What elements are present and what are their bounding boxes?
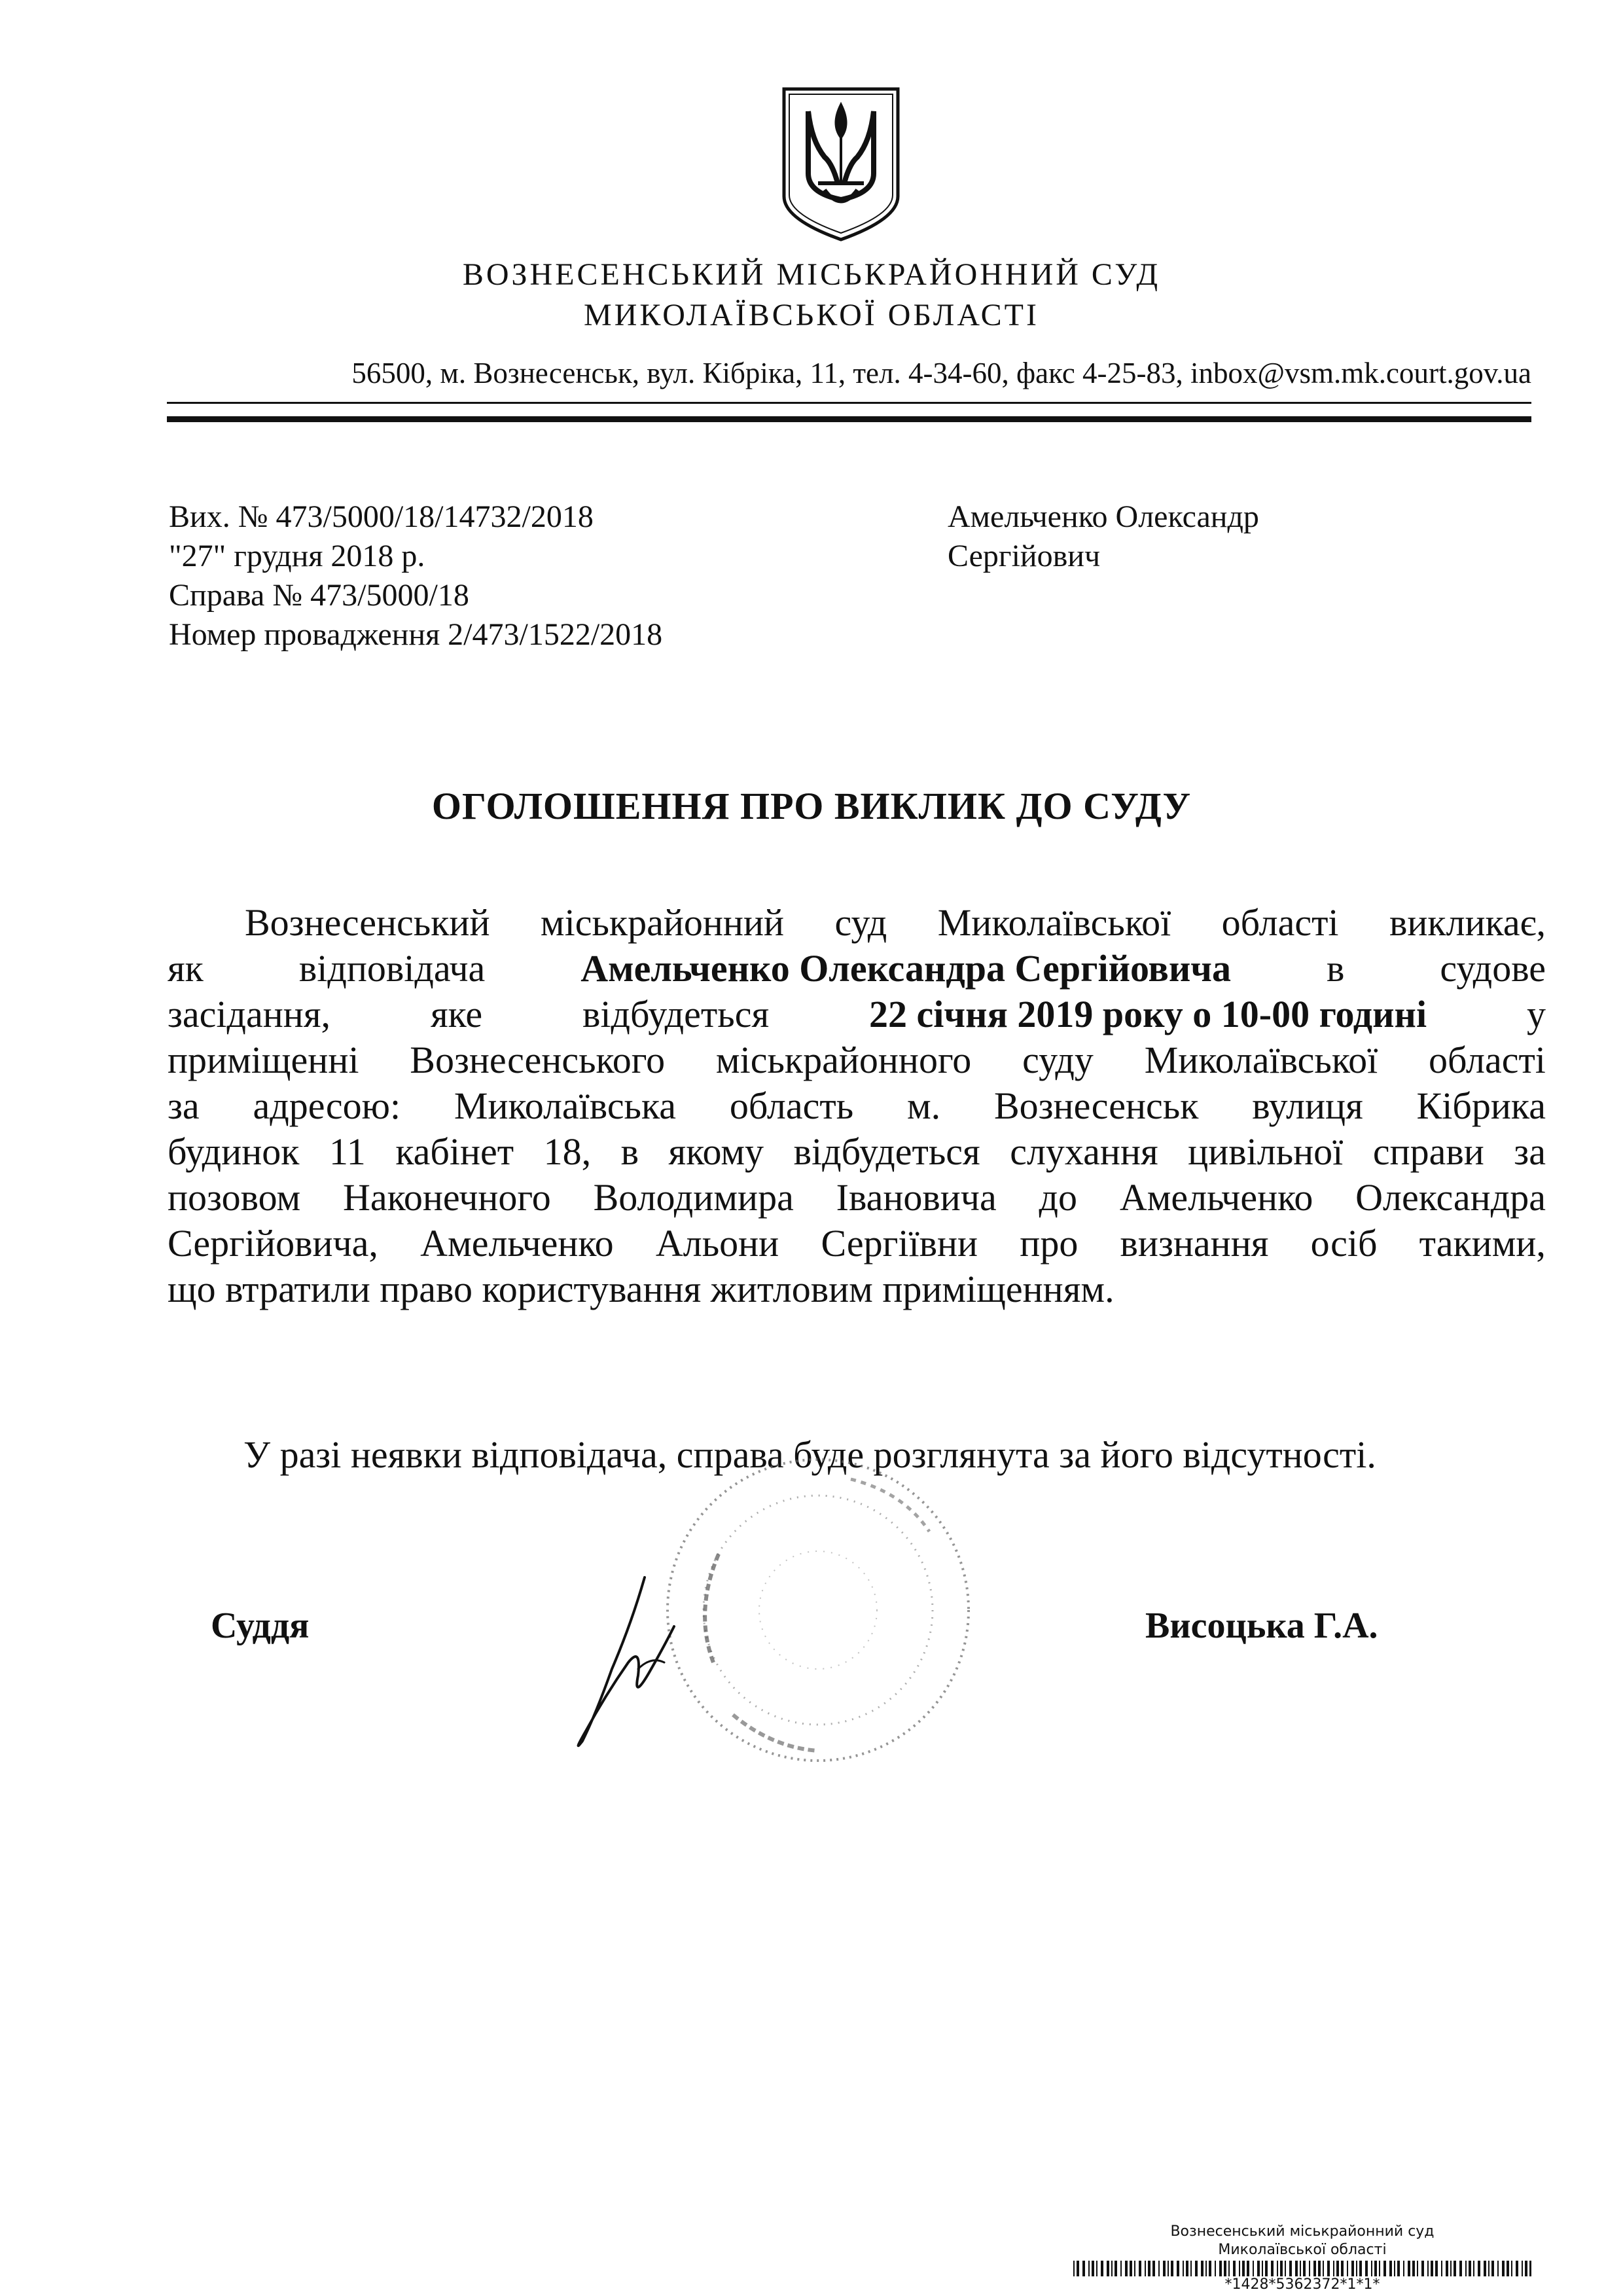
body-line	[168, 1083, 1546, 1129]
body-word: м.	[906, 1085, 941, 1127]
footer-court-line1: Вознесенський міськрайонний суд	[1170, 2223, 1435, 2240]
barcode-bar	[1454, 2261, 1456, 2276]
body-word: Вознесенськ	[993, 1085, 1199, 1127]
court-name-line1: ВОЗНЕСЕНСЬКИЙ МІСЬКРАЙОННИЙ СУД	[462, 257, 1161, 292]
body-line	[168, 1175, 1546, 1221]
barcode-bar	[1111, 2261, 1113, 2276]
barcode-bar	[1522, 2261, 1523, 2276]
body-word: такими,	[1419, 1222, 1546, 1265]
court-address: 56500, м. Вознесенськ, вул. Кібріка, 11, тел. 4-34-60, факс 4-25-83, inbox@vsm.mk.court.gov.ua	[351, 357, 1531, 389]
body-word: відбудеться	[793, 1130, 980, 1173]
body-word: вулиця	[1252, 1085, 1363, 1127]
barcode-bar	[1525, 2261, 1527, 2276]
barcode-bar	[1394, 2261, 1395, 2276]
barcode-bar	[1183, 2261, 1184, 2276]
barcode-bar	[1215, 2261, 1216, 2276]
barcode-bar	[1289, 2261, 1292, 2276]
body-word: справи	[1372, 1130, 1484, 1173]
page-title: ОГОЛОШЕННЯ ПРО ВИКЛИК ДО СУДУ	[431, 785, 1192, 827]
body-word: засідання,	[168, 993, 331, 1035]
barcode-bar	[1374, 2261, 1377, 2276]
body-word: Сергіївни	[821, 1222, 978, 1265]
barcode-bar	[1318, 2261, 1321, 2276]
barcode-bar	[1092, 2261, 1094, 2276]
barcode-bar	[1516, 2261, 1518, 2276]
body-word: Олександра	[1355, 1176, 1546, 1219]
barcode-bar	[1347, 2261, 1348, 2276]
body-word: суду	[1022, 1039, 1094, 1081]
barcode-bar	[1177, 2261, 1179, 2276]
body-line	[168, 992, 1546, 1037]
body-word: про	[1020, 1222, 1079, 1265]
defendant-name: Амельченко Олександра Сергійовича	[580, 947, 1231, 990]
body-word: адресою:	[253, 1085, 401, 1127]
body-word: Миколаївська	[454, 1085, 677, 1127]
barcode-bar	[1379, 2261, 1380, 2276]
barcode-bar	[1300, 2261, 1301, 2276]
body-word: відбудеться	[582, 993, 770, 1035]
barcode-bar	[1195, 2261, 1198, 2276]
barcode-bar	[1356, 2261, 1357, 2276]
judge-name: Висоцька Г.А.	[1145, 1605, 1378, 1646]
barcode-bar	[1253, 2261, 1254, 2276]
body-word: осіб	[1310, 1222, 1378, 1265]
barcode-bar	[1359, 2261, 1362, 2276]
body-word: слухання	[1010, 1130, 1158, 1173]
barcode-bar	[1435, 2261, 1438, 2276]
barcode-text: *1428*5362372*1*1*	[1224, 2276, 1380, 2293]
barcode-bar	[1219, 2261, 1222, 2276]
barcode-bar	[1163, 2261, 1166, 2276]
body-word: приміщенні	[168, 1039, 359, 1081]
barcode-bar	[1502, 2261, 1505, 2276]
body-line	[168, 900, 1546, 946]
body-word: суд	[834, 901, 887, 944]
barcode-bar	[1403, 2261, 1404, 2276]
body-word: Наконечного	[343, 1176, 551, 1219]
body-word: Сергійовича,	[168, 1222, 378, 1265]
barcode-bar	[1323, 2261, 1324, 2276]
barcode-bar	[1115, 2261, 1117, 2276]
barcode-bar	[1389, 2261, 1392, 2276]
barcode-bar	[1139, 2261, 1141, 2276]
barcode-bar	[1459, 2261, 1462, 2276]
body-word: області	[1428, 1039, 1546, 1081]
barcode-bar	[1309, 2261, 1310, 2276]
barcode-bar	[1224, 2261, 1226, 2276]
body-word: судове	[1440, 947, 1546, 990]
barcode-bar	[1473, 2261, 1474, 2276]
document-date: "27" грудня 2018 р.	[169, 539, 425, 573]
body-word: цивільної	[1188, 1130, 1344, 1173]
barcode-bar	[1529, 2261, 1531, 2276]
barcode-bar	[1383, 2261, 1386, 2276]
summons-body	[168, 900, 1546, 1312]
barcode-bar	[1271, 2261, 1274, 2276]
barcode-bar	[1190, 2261, 1192, 2276]
barcode-bar	[1397, 2261, 1400, 2276]
barcode-bar	[1431, 2261, 1433, 2276]
barcode-bar	[1077, 2261, 1079, 2276]
barcode-bar	[1365, 2261, 1368, 2276]
body-line	[168, 1037, 1546, 1083]
body-word: позовом	[168, 1176, 301, 1219]
barcode-bar	[1427, 2261, 1429, 2276]
barcode-bar	[1242, 2261, 1245, 2276]
barcode-bar	[1450, 2261, 1452, 2276]
hearing-datetime: 22 січня 2019 року о 10-00 годині	[869, 993, 1427, 1035]
barcode-bar	[1125, 2261, 1128, 2276]
body-word: 18,	[543, 1130, 592, 1173]
barcode-bar	[1168, 2261, 1169, 2276]
body-word: Івановича	[836, 1176, 997, 1219]
barcode-bar	[1280, 2261, 1283, 2276]
barcode-bar	[1205, 2261, 1207, 2276]
court-name-line2: МИКОЛАЇВСЬКОЇ ОБЛАСТІ	[584, 298, 1039, 332]
body-word: Вознесенського	[410, 1039, 666, 1081]
barcode-bar	[1417, 2261, 1418, 2276]
barcode-bar	[1313, 2261, 1316, 2276]
barcode-bar	[1351, 2261, 1354, 2276]
header-divider-thick	[167, 416, 1531, 422]
barcode-bar	[1488, 2261, 1489, 2276]
body-word: викликає,	[1389, 901, 1546, 944]
body-word: за	[168, 1085, 200, 1127]
recipient-line2: Сергійович	[948, 539, 1101, 573]
barcode-bar	[1412, 2261, 1415, 2276]
body-word: визнання	[1120, 1222, 1269, 1265]
barcode-bar	[1265, 2261, 1268, 2276]
barcode-bar	[1233, 2261, 1236, 2276]
body-word: область	[729, 1085, 854, 1127]
footer-court-name	[1099, 2223, 1505, 2259]
barcode-bar	[1239, 2261, 1240, 2276]
barcode-bar	[1073, 2261, 1075, 2276]
recipient	[948, 497, 1259, 576]
barcode-bar	[1441, 2261, 1442, 2276]
body-word: 11	[329, 1130, 366, 1173]
barcode-bar	[1186, 2261, 1188, 2276]
signature-label: Суддя	[211, 1605, 310, 1646]
body-word: Володимира	[593, 1176, 794, 1219]
body-line	[168, 1129, 1546, 1175]
barcode-bar	[1257, 2261, 1260, 2276]
case-number: Справа № 473/5000/18	[169, 578, 469, 613]
body-word: Амельченко	[1119, 1176, 1313, 1219]
barcode-bar	[1152, 2261, 1155, 2276]
barcode-bar	[1336, 2261, 1339, 2276]
barcode-bar	[1247, 2261, 1249, 2276]
barcode-bar	[1478, 2261, 1480, 2276]
barcode-bar	[1469, 2261, 1471, 2276]
body-word: яке	[430, 993, 483, 1035]
barcode-bar	[1295, 2261, 1298, 2276]
body-word: в	[1326, 947, 1345, 990]
signature-icon	[560, 1564, 730, 1761]
barcode-bar	[1120, 2261, 1122, 2276]
body-last-line: що втратили право користування житловим приміщенням.	[168, 1268, 1115, 1310]
barcode-bar	[1333, 2261, 1334, 2276]
barcode-bar	[1101, 2261, 1103, 2276]
body-word: Альони	[655, 1222, 779, 1265]
barcode-bar	[1408, 2261, 1410, 2276]
header-divider-thin	[167, 402, 1531, 404]
barcode-bar	[1465, 2261, 1467, 2276]
barcode-bar	[1082, 2261, 1085, 2276]
barcode-bar	[1327, 2261, 1330, 2276]
barcode-bar	[1201, 2261, 1204, 2276]
body-word: Амельченко	[420, 1222, 614, 1265]
barcode-bar	[1277, 2261, 1278, 2276]
barcode-bar	[1134, 2261, 1135, 2276]
recipient-line1: Амельченко Олександр	[948, 499, 1259, 534]
barcode-bar	[1341, 2261, 1344, 2276]
body-word: як	[168, 947, 204, 990]
barcode-bar	[1507, 2261, 1509, 2276]
body-word: міськрайонного	[715, 1039, 972, 1081]
barcode-bar	[1511, 2261, 1512, 2276]
barcode-bar	[1088, 2261, 1090, 2276]
body-word: у	[1527, 993, 1546, 1035]
barcode-bar	[1107, 2261, 1109, 2276]
body-word: Вознесенський	[245, 901, 490, 944]
body-line	[168, 1221, 1546, 1266]
outgoing-number: Вих. № 473/5000/18/14732/2018	[169, 499, 594, 534]
barcode-bar	[1484, 2261, 1486, 2276]
barcode-bar	[1145, 2261, 1146, 2276]
trident-coat-of-arms-icon	[779, 85, 903, 242]
footer-court-line2: Миколаївської області	[1218, 2242, 1387, 2258]
body-word: за	[1514, 1130, 1546, 1173]
barcode-bar	[1148, 2261, 1150, 2276]
barcode-bar	[1491, 2261, 1494, 2276]
barcode-bar	[1262, 2261, 1263, 2276]
body-word: області	[1221, 901, 1339, 944]
body-line	[168, 946, 1546, 992]
body-word: будинок	[168, 1130, 300, 1173]
barcode-bar	[1497, 2261, 1499, 2276]
body-word: міськрайонний	[540, 901, 785, 944]
body-word: Миколаївської	[1144, 1039, 1378, 1081]
barcode-bar	[1303, 2261, 1306, 2276]
barcode-bar	[1158, 2261, 1160, 2276]
document-meta	[169, 497, 662, 655]
body-word: Миколаївської	[937, 901, 1171, 944]
body-word: до	[1039, 1176, 1078, 1219]
barcode-bar	[1096, 2261, 1097, 2276]
body-word: відповідача	[298, 947, 486, 990]
proceeding-number: Номер провадження 2/473/1522/2018	[169, 617, 663, 652]
body-word: в	[620, 1130, 639, 1173]
absence-notice: У разі неявки відповідача, справа буде розглянута за його відсутності.	[243, 1433, 1376, 1476]
barcode-bar	[1285, 2261, 1286, 2276]
barcode-bar	[1209, 2261, 1211, 2276]
barcode-bar	[1130, 2261, 1132, 2276]
barcode-bar	[1371, 2261, 1372, 2276]
barcode-bar	[1446, 2261, 1448, 2276]
barcode-bar	[1171, 2261, 1173, 2276]
body-word: якому	[668, 1130, 764, 1173]
barcode-bar	[1228, 2261, 1230, 2276]
body-word: кабінет	[395, 1130, 514, 1173]
barcode-bar	[1421, 2261, 1424, 2276]
body-word: Кібрика	[1416, 1085, 1546, 1127]
barcode-icon	[1073, 2261, 1531, 2276]
